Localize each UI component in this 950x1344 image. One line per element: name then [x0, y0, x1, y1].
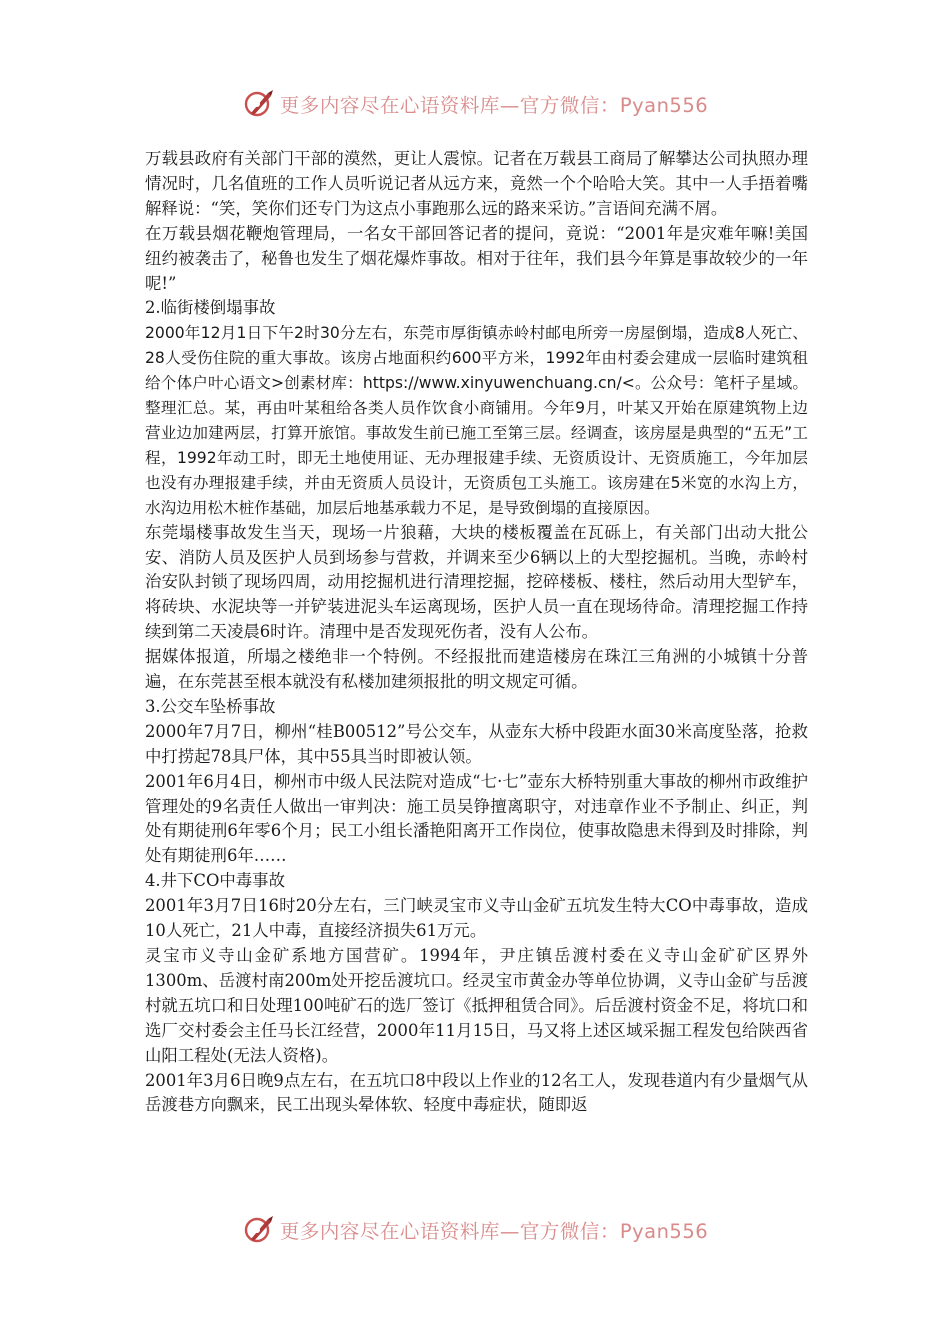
- paragraph: 2000年12月1日下午2时30分左右，东莞市厚街镇赤岭村邮电所旁一房屋倒塌，造成8人死亡、28人受伤住院的重大事故。该房占地面积约600平方米，1992年由村委会建成一层临时建筑租给个体户叶心语文>创素材库：https://www.xinyuwenchuang.cn/<。公众号：笔杆子星域。整理汇总。某，再由叶某租给各类人员作饮食小商铺用。今年9月，叶某又开始在原建筑物上边营业边加建两层，打算开旅馆。事故发生前已施工至第三层。经调查，该房屋是典型的“五无”工程，1992年动工时，即无土地使用证、无办理报建手续、无资质设计、无资质施工，今年加层也没有办理报建手续，并由无资质人员设计，无资质包工头施工。该房建在5米宽的水沟上方，水沟边用松木桩作基础，加层后地基承载力不足，是导致倒塌的直接原因。: [145, 324, 808, 517]
- paragraph: 2000年7月7日，柳州“桂B00512”号公交车，从壶东大桥中段距水面30米高度坠落，抢救中打捞起78具尸体，其中55具当时即被认领。: [145, 721, 808, 766]
- paragraph: 灵宝市义寺山金矿系地方国营矿。1994年，尹庄镇岳渡村委在义寺山金矿矿区界外1300m、岳渡村南200m处开挖岳渡坑口。经灵宝市黄金办等单位协调，义寺山金矿与岳渡村就五坑口和日处理100吨矿石的选厂签订《抵押租赁合同》。后岳渡村资金不足，将坑口和选厂交村委会主任马长江经营，2000年11月15日，马又将上述区域采掘工程发包给陕西省山阳工程处(无法人资格)。: [145, 946, 808, 1065]
- section-heading: 3.公交车坠桥事故: [145, 696, 276, 716]
- header-watermark: [0, 84, 950, 124]
- section-heading: 2.临街楼倒塌事故: [145, 298, 276, 318]
- paragraph: 东莞塌楼事故发生当天，现场一片狼藉，大块的楼板覆盖在瓦砾上，有关部门出动大批公安、消防人员及医护人员到场参与营救，并调来至少6辆以上的大型挖掘机。当晚，赤岭村治安队封锁了现场四周，动用挖掘机进行清理挖掘，挖碎楼板、楼柱，然后动用大型铲车，将砖块、水泥块等一并铲装进泥头车运离现场，医护人员一直在现场待命。清理挖掘工作持续到第二天凌晨6时许。清理中是否发现死伤者，没有人公布。: [145, 522, 808, 642]
- footer-watermark: [0, 1210, 950, 1250]
- paragraph: 2001年3月6日晚9点左右，在五坑口8中段以上作业的12名工人，发现巷道内有少量烟气从岳渡巷方向飘来，民工出现头晕体软、轻度中毒症状，随即返: [145, 1070, 808, 1115]
- paragraph: 据媒体报道，所塌之楼绝非一个特例。不经报批而建造楼房在珠江三角洲的小城镇十分普遍，在东莞甚至根本就没有私楼加建须报批的明文规定可循。: [145, 647, 808, 692]
- paragraph: 在万载县烟花鞭炮管理局，一名女干部回答记者的提问，竟说：“2001年是灾难年嘛!美国纽约被袭击了，秘鲁也发生了烟花爆炸事故。相对于往年，我们县今年算是事故较少的一年呢!”: [145, 223, 808, 293]
- paragraph: 万载县政府有关部门干部的漠然，更让人震惊。记者在万载县工商局了解攀达公司执照办理情况时，几名值班的工作人员听说记者从远方来，竟然一个个哈哈大笑。其中一人手捂着嘴解释说：“笑，笑你们还专门为这点小事跑那么远的路来采访。”言语间充满不屑。: [145, 149, 808, 218]
- section-heading: 4.井下CO中毒事故: [145, 871, 285, 891]
- document-body: [145, 147, 808, 1118]
- watermark-text: 更多内容尽在心语资料库—官方微信：Pyan556: [279, 1220, 709, 1243]
- paragraph: 2001年6月4日，柳州市中级人民法院对造成“七·七”壶东大桥特别重大事故的柳州市政维护管理处的9名责任人做出一审判决：施工员吴铮擅离职守，对违章作业不予制止、纠正，判处有期徒刑6年零6个月；民工小组长潘艳阳离开工作岗位，使事故隐患未得到及时排除，判处有期徒刑6年……: [145, 771, 808, 866]
- paragraph: 2001年3月7日16时20分左右，三门峡灵宝市义寺山金矿五坑发生特大CO中毒事故，造成10人死亡，21人中毒，直接经济损失61万元。: [145, 896, 808, 941]
- pen-nib-circle-icon: [242, 87, 276, 121]
- watermark-text: 更多内容尽在心语资料库—官方微信：Pyan556: [279, 94, 709, 117]
- pen-nib-circle-icon: [242, 1213, 276, 1247]
